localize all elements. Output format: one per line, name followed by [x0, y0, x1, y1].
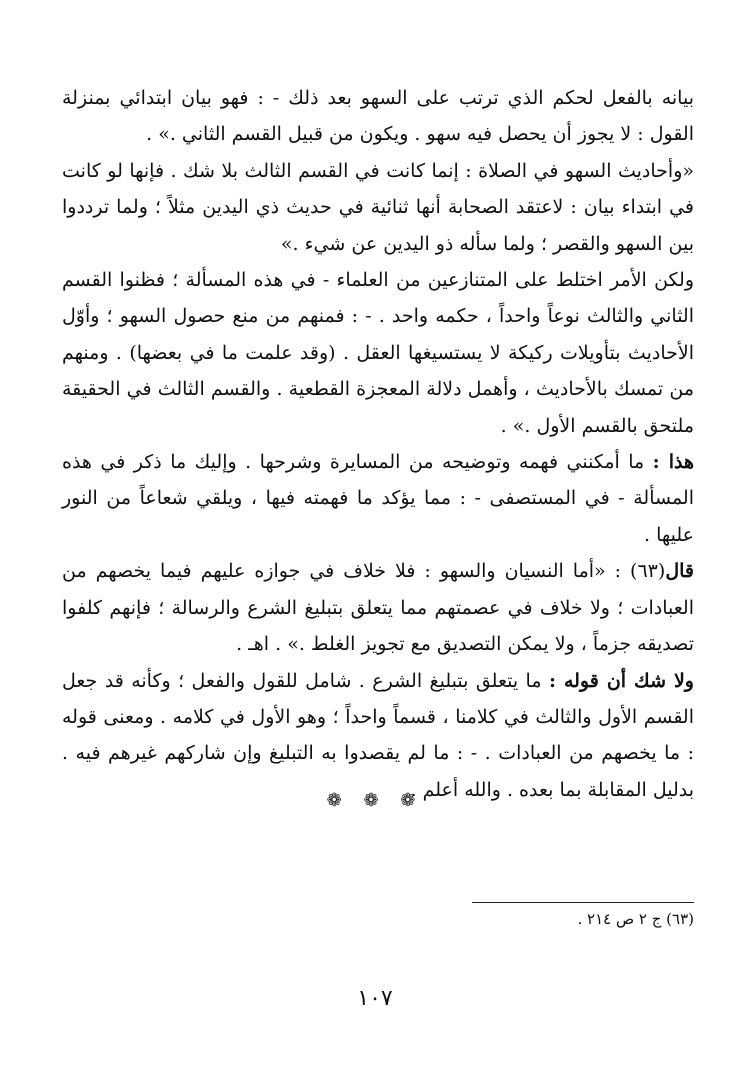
paragraph-4: [62, 444, 694, 553]
footnote-divider: [472, 902, 694, 903]
paragraph-lead: قال: [665, 560, 694, 583]
page-body: [62, 80, 694, 808]
page-number: ١٠٧: [357, 986, 393, 1011]
paragraph-3: [62, 262, 694, 444]
paragraph-lead: هذا :: [652, 451, 694, 474]
paragraph-5: [62, 553, 694, 662]
paragraph-lead: ولا شك أن قوله :: [548, 669, 694, 692]
paragraph-text: ما يتعلق بتبليغ الشرع . شامل للقول والفعل ؛ وكأنه قد جعل القسم الأول والثالث في كلامنا ، قسماً واحداً ؛ وهو الأول في كلامه . ومعنى قوله : ما يخصهم من العبادات . - : ما لم يقصدوا به التبليغ وإن شاركهم غيرهم فيه . بدليل المقابلة بما بعده . والله أعلم .: [62, 669, 694, 801]
paragraph-2: [62, 153, 694, 262]
paragraph-text: ولكن الأمر اختلط على المتنازعين من العلماء - في هذه المسألة ؛ فظنوا القسم الثاني والثالث نوعاً واحداً ، حكمه واحد . - : فمنهم من منع حصول السهو ؛ وأوّل الأحاديث بتأويلات ركيكة لا يستسيغها العقل . (وقد علمت ما في بعضها) . ومنهم من تمسك بالأحاديث ، وأهمل دلالة المعجزة القطعية . والقسم الثالث في الحقيقة ملتحق بالقسم الأول .» .: [62, 269, 694, 437]
paragraph-text: ما أمكنني فهمه وتوضيحه من المسايرة وشرحها . وإليك ما ذكر في هذه المسألة - في المستصفى - : مما يؤكد ما فهمته فيها ، ويلقي شعاعاً من النور عليها .: [62, 451, 694, 546]
paragraph-6: [62, 663, 694, 809]
paragraph-text: (٦٣) : «أما النسيان والسهو : فلا خلاف في جوازه عليهم فيما يخصهم من العبادات ؛ ولا خلاف في عصمتهم مما يتعلق بتبليغ الشرع والرسالة ؛ فإنهم كلفوا تصديقه جزماً ، ولا يمكن التصديق مع تجويز الغلط .» . اهـ .: [62, 560, 694, 656]
section-separator: ❁ ❁ ❁: [326, 790, 424, 811]
paragraph-text: بيانه بالفعل لحكم الذي ترتب على السهو بعد ذلك - : فهو بيان ابتدائي بمنزلة القول : لا يجوز أن يحصل فيه سهو . ويكون من قبيل القسم الثاني .» .: [62, 87, 694, 146]
paragraph-text: «وأحاديث السهو في الصلاة : إنما كانت في القسم الثالث بلا شك . فإنها لو كانت في ابتداء بيان : لاعتقد الصحابة أنها ثنائية في حديث ذي اليدين مثلاً ؛ ولما ترددوا بين السهو والقصر ؛ ولما سأله ذو اليدين عن شيء .»: [62, 159, 694, 255]
footnote: (٦٣) ج ٢ ص ٢١٤ .: [577, 910, 694, 928]
paragraph-1: [62, 80, 694, 153]
